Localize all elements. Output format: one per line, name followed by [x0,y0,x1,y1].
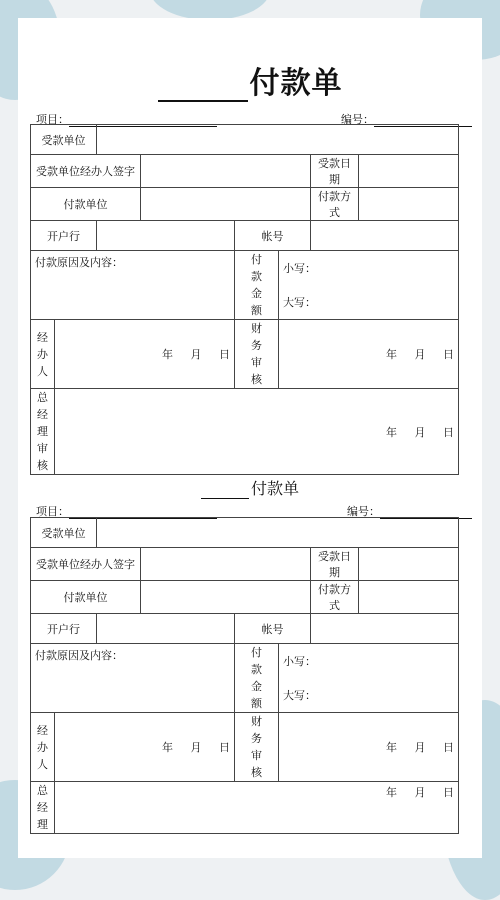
gm-date-field[interactable]: 年 月 日 [55,782,459,834]
gm-date-field[interactable]: 年 月 日 [55,389,459,475]
receive-date-field[interactable] [359,155,459,188]
amount-large-field[interactable] [279,678,459,713]
project-label: 项目： [36,113,69,126]
payer-label: 付款单位 [31,581,141,614]
amount-label [235,251,279,320]
payee-field[interactable] [97,518,459,548]
account-field[interactable] [311,221,459,251]
gm-label-text: 总经理 [37,784,48,831]
payee-signature-field[interactable] [141,155,311,188]
amount-large-label: 大写： [283,296,316,309]
amount-small-label: 小写： [283,655,316,668]
payer-field[interactable] [141,581,311,614]
number-label: 编号： [341,113,374,126]
form-meta [36,503,472,517]
reason-label: 付款原因及内容： [35,256,123,269]
handler-date-field[interactable]: 年 月 日 [55,320,235,389]
amount-small-field[interactable] [279,251,459,286]
decorative-leaf [150,0,270,20]
payee-label: 受款单位 [31,125,97,155]
payee-signature-label: 受款单位经办人签字 [31,155,141,188]
finance-label [235,713,279,782]
payee-field[interactable] [97,125,459,155]
payment-method-field[interactable] [359,581,459,614]
handler-label [31,320,55,389]
payer-label: 付款单位 [31,188,141,221]
title-text: 付款单 [249,66,343,101]
handler-label-text: 经办人 [37,330,48,378]
reason-label: 付款原因及内容： [35,649,123,662]
reason-field[interactable] [31,644,235,713]
finance-date-field[interactable]: 年 月 日 [279,320,459,389]
finance-label [235,320,279,389]
number-label: 编号： [347,505,380,518]
payment-form-table [30,124,459,475]
finance-label-text: 财务审核 [251,322,262,386]
amount-label-text: 付款金额 [251,646,262,710]
payer-field[interactable] [141,188,311,221]
handler-date-field[interactable]: 年 月 日 [55,713,235,782]
title-blank[interactable] [201,484,249,499]
amount-large-field[interactable] [279,285,459,320]
title-text: 付款单 [250,479,299,498]
reason-field[interactable] [31,251,235,320]
payment-form-table [30,517,459,834]
bank-label: 开户行 [31,221,97,251]
handler-label [31,713,55,782]
gm-label [31,389,55,475]
amount-label [235,644,279,713]
finance-label-text: 财务审核 [251,715,262,779]
payment-method-label: 付款方式 [311,581,359,614]
payee-signature-label: 受款单位经办人签字 [31,548,141,581]
gm-label-text: 总经理审核 [37,391,48,472]
title-blank[interactable] [158,78,248,102]
bank-field[interactable] [97,221,235,251]
account-label: 帐号 [235,221,311,251]
handler-label-text: 经办人 [37,723,48,771]
receive-date-label: 受款日期 [311,548,359,581]
bank-label: 开户行 [31,614,97,644]
form-meta [36,111,472,125]
receive-date-label: 受款日期 [311,155,359,188]
form-title [18,476,482,499]
amount-small-label: 小写： [283,262,316,275]
form-title [18,58,482,102]
payment-method-field[interactable] [359,188,459,221]
payee-label: 受款单位 [31,518,97,548]
project-label: 项目： [36,505,69,518]
account-field[interactable] [311,614,459,644]
finance-date-field[interactable]: 年 月 日 [279,713,459,782]
amount-large-label: 大写： [283,689,316,702]
receive-date-field[interactable] [359,548,459,581]
account-label: 帐号 [235,614,311,644]
document-page [18,18,482,858]
payee-signature-field[interactable] [141,548,311,581]
amount-label-text: 付款金额 [251,253,262,317]
bank-field[interactable] [97,614,235,644]
amount-small-field[interactable] [279,644,459,679]
gm-label [31,782,55,834]
payment-method-label: 付款方式 [311,188,359,221]
